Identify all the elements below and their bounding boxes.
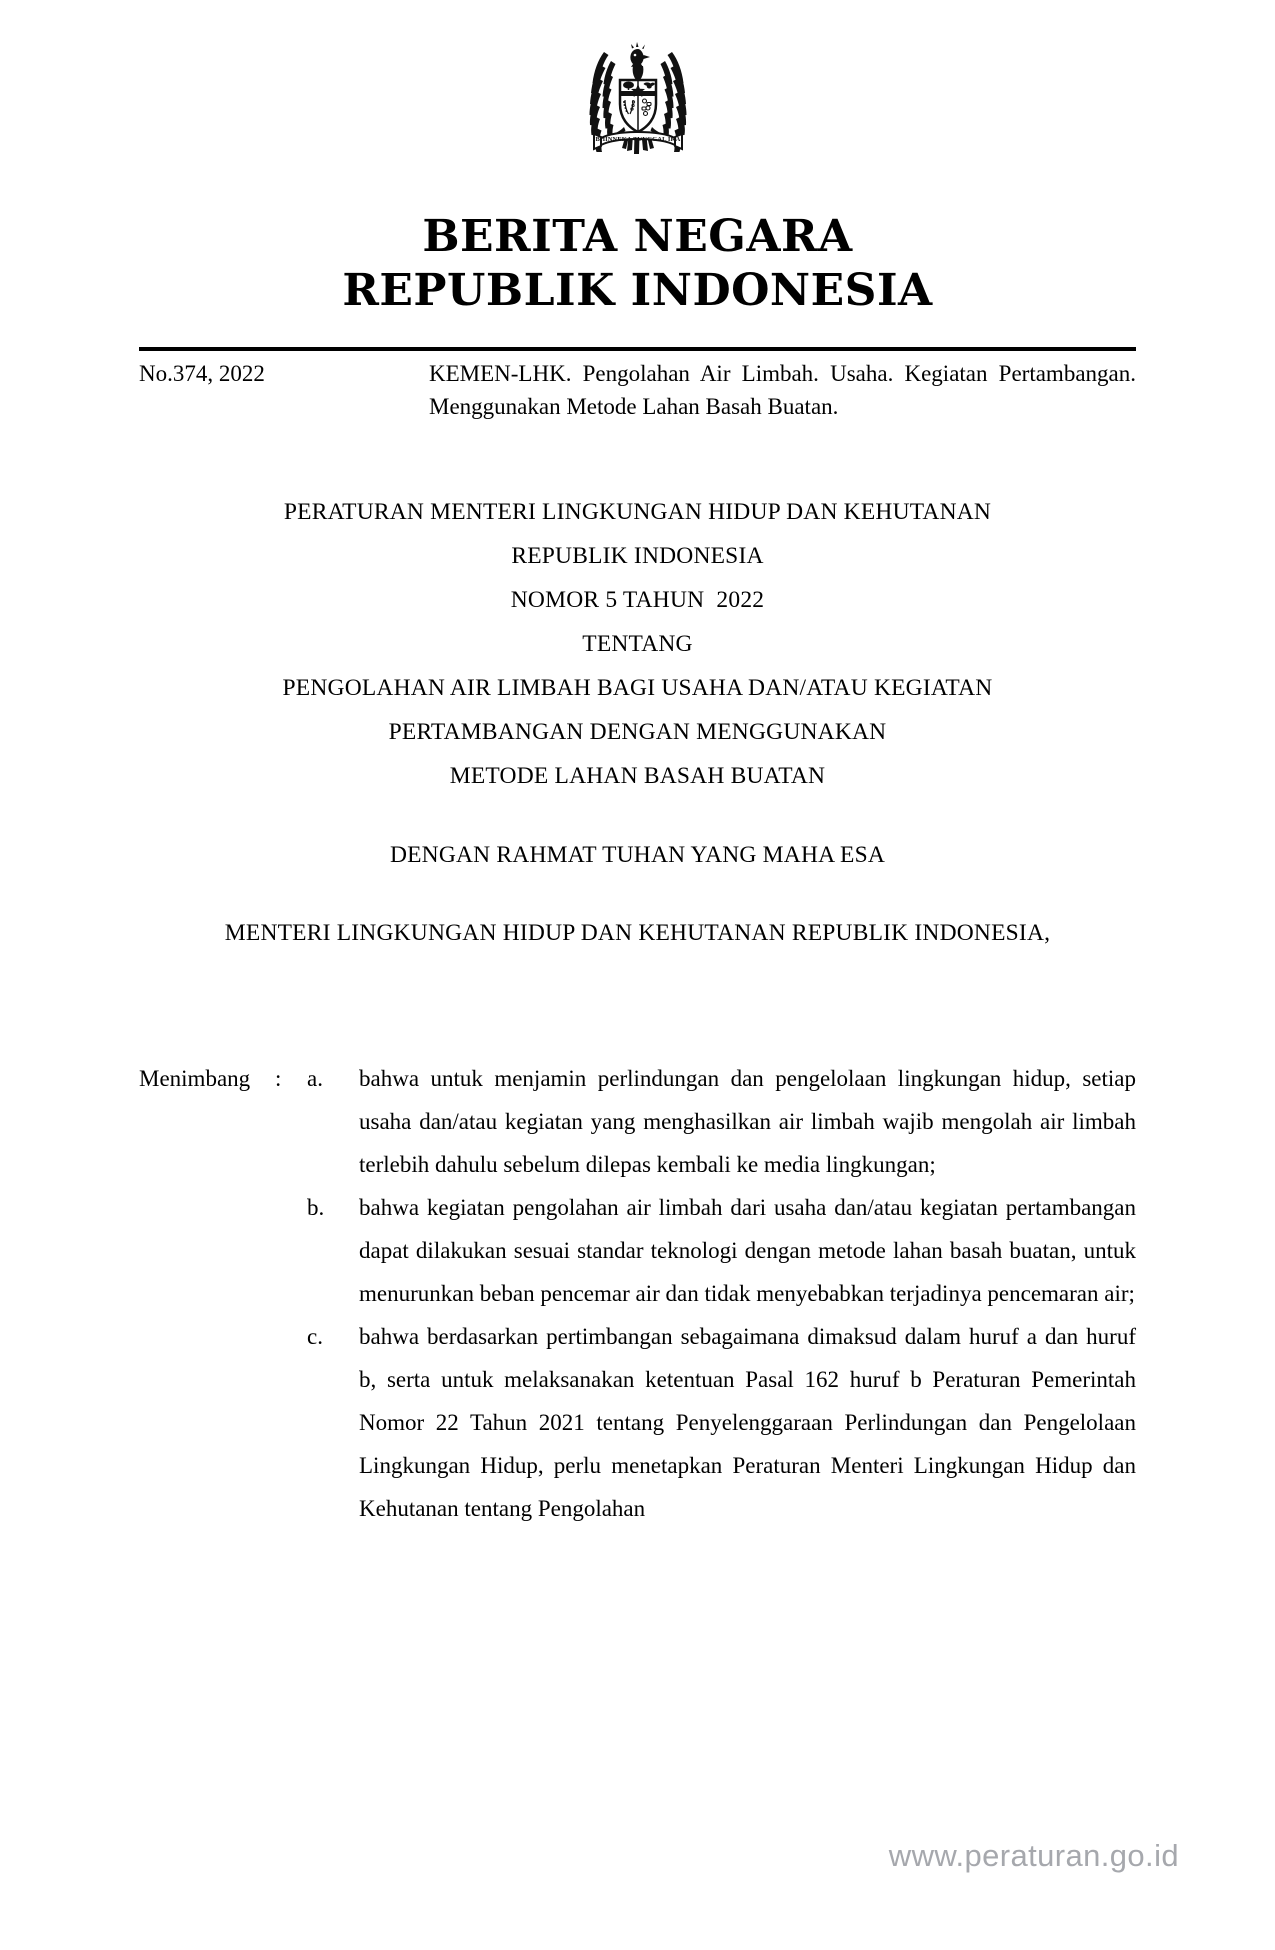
- title-line-6: PERTAMBANGAN DENGAN MENGGUNAKAN: [388, 719, 887, 745]
- gazette-subject: KEMEN-LHK. Pengolahan Air Limbah. Usaha. Kegiatan Pertambangan. Menggunakan Metode Lahan Basah Buatan.: [429, 361, 1136, 419]
- title-line-number: NOMOR 5 TAHUN 2022: [510, 587, 765, 613]
- masthead-line-republik-indonesia: REPUBLIK INDONESIA: [342, 264, 933, 316]
- list-item: [307, 1186, 1136, 1315]
- considerations-list: [307, 1057, 1136, 1530]
- list-item: [307, 1315, 1136, 1530]
- list-item-marker: b.: [307, 1195, 325, 1220]
- title-line-2: REPUBLIK INDONESIA: [511, 543, 764, 569]
- source-watermark: www.peraturan.go.id: [888, 1838, 1179, 1873]
- garuda-pancasila-emblem: [572, 34, 704, 171]
- title-line-5: PENGOLAHAN AIR LIMBAH BAGI USAHA DAN/ATAU KEGIATAN: [282, 675, 993, 701]
- title-line-1: PERATURAN MENTERI LINGKUNGAN HIDUP DAN KEHUTANAN: [283, 499, 992, 525]
- masthead: [0, 210, 1275, 317]
- regulation-title-block: [120, 490, 1155, 798]
- considerations-row: [139, 1057, 1136, 1530]
- list-item-text: bahwa berdasarkan pertimbangan sebagaimana dimaksud dalam huruf a dan huruf b, serta untuk melaksanakan ketentuan Pasal 162 huruf b Peraturan Pemerintah Nomor 22 Tahun 2021 tentang Penyelenggaraan Perlindungan dan Pengelolaan Lingkungan Hidup, perlu menetapkan Peraturan Menteri Lingkungan Hidup dan Kehutanan tentang Pengolahan: [359, 1324, 1136, 1521]
- list-item-text: bahwa kegiatan pengolahan air limbah dari usaha dan/atau kegiatan pertambangan dapat dilakukan sesuai standar teknologi dengan metode lahan basah buatan, untuk menurunkan beban pencemar air dan tidak menyebabkan terjadinya pencemaran air;: [359, 1195, 1136, 1306]
- svg-text:BHINNEKA TUNGGAL IKA: BHINNEKA TUNGGAL IKA: [595, 136, 680, 143]
- blessing-line: DENGAN RAHMAT TUHAN YANG MAHA ESA: [389, 842, 886, 868]
- issuing-authority-line: MENTERI LINGKUNGAN HIDUP DAN KEHUTANAN REPUBLIK INDONESIA,: [224, 920, 1051, 946]
- header-meta-row: [139, 358, 1136, 423]
- title-line-7: METODE LAHAN BASAH BUATAN: [449, 763, 826, 789]
- masthead-line-berita-negara: BERITA NEGARA: [422, 211, 853, 262]
- gazette-number: No.374, 2022: [139, 361, 265, 386]
- emblem-container: [0, 34, 1275, 171]
- header-divider-rule: [139, 347, 1136, 351]
- list-item: [307, 1057, 1136, 1186]
- considerations-section: [139, 1057, 1136, 1530]
- considerations-label: Menimbang: [139, 1066, 251, 1091]
- list-item-marker: a.: [307, 1066, 323, 1091]
- considerations-colon: :: [275, 1066, 282, 1091]
- title-line-tentang: TENTANG: [582, 631, 693, 657]
- list-item-marker: c.: [307, 1324, 323, 1349]
- list-item-text: bahwa untuk menjamin perlindungan dan pengelolaan lingkungan hidup, setiap usaha dan/atau kegiatan yang menghasilkan air limbah wajib mengolah air limbah terlebih dahulu sebelum dilepas kembali ke media lingkungan;: [359, 1066, 1136, 1177]
